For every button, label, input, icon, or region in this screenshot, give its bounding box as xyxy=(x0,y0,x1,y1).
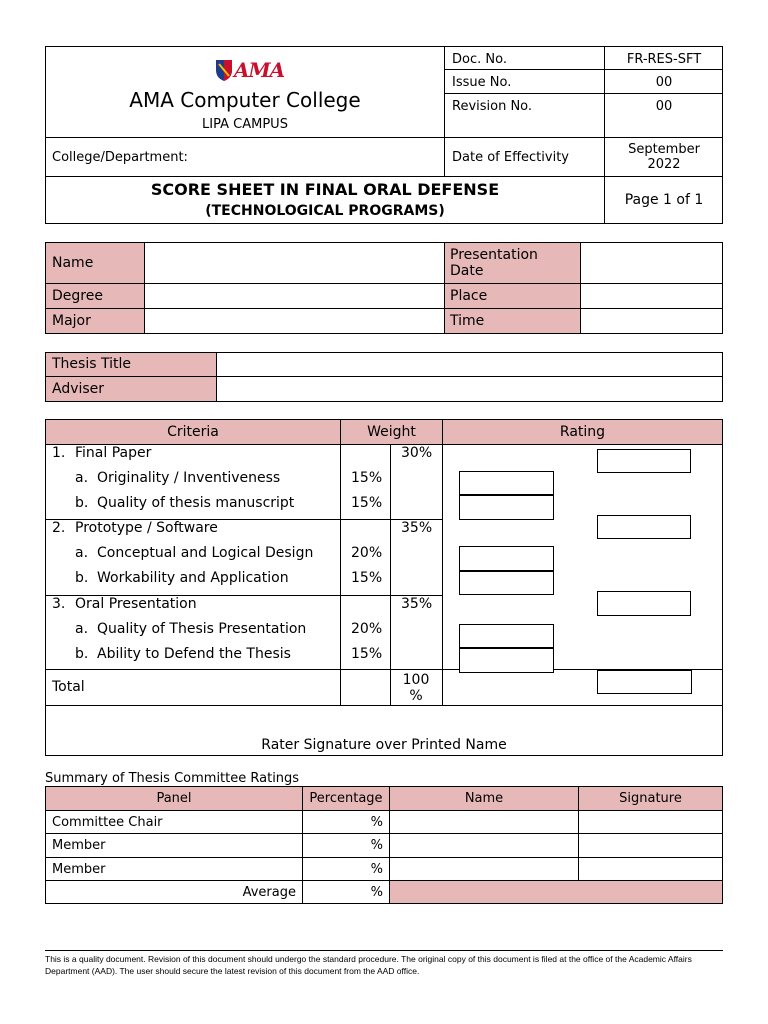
thesis-title-label: Thesis Title xyxy=(52,356,131,372)
doc-no-value: FR-RES-SFT xyxy=(626,51,702,67)
col-weight-header: Weight xyxy=(367,423,416,440)
criteria-item-weight: 20% xyxy=(351,621,383,637)
criteria-item-letter: a. xyxy=(75,545,89,561)
time-field[interactable] xyxy=(581,309,722,333)
time-label: Time xyxy=(450,312,485,329)
degree-field[interactable] xyxy=(145,284,444,308)
panel-member: Member xyxy=(52,861,106,877)
issue-no-value: 00 xyxy=(655,74,673,90)
percentage-cell[interactable]: % xyxy=(370,861,383,877)
rater-signature-field[interactable] xyxy=(46,706,722,736)
revision-no-value: 00 xyxy=(655,98,673,114)
rating-box-oral-presentation[interactable] xyxy=(597,591,691,616)
revision-no-label: Revision No. xyxy=(452,98,533,114)
effectivity-label: Date of Effectivity xyxy=(452,149,569,165)
rating-box-conceptual-design[interactable] xyxy=(459,546,554,571)
panel-signature-field[interactable] xyxy=(579,858,722,880)
thesis-title-field[interactable] xyxy=(217,353,722,376)
criteria-group-number: 3. xyxy=(52,596,66,612)
footer-note: This is a quality document. Revision of this document should undergo the standard procedure. The original copy of this document is filed at the office of the Academic Affairs Department (AAD). The user should secure the latest revision of this document from the AAD office. xyxy=(45,954,692,976)
form-title: SCORE SHEET IN FINAL ORAL DEFENSE xyxy=(150,179,500,199)
rating-box-defend-thesis[interactable] xyxy=(459,648,554,673)
col-panel-header: Panel xyxy=(156,791,192,806)
criteria-item-label: Ability to Defend the Thesis xyxy=(97,646,291,662)
panel-committee-chair: Committee Chair xyxy=(52,814,163,830)
col-signature-header: Signature xyxy=(619,791,682,806)
college-name: AMA Computer College xyxy=(129,87,361,112)
rating-box-prototype[interactable] xyxy=(597,515,691,539)
criteria-item-weight: 15% xyxy=(351,570,383,586)
presentation-date-field[interactable] xyxy=(581,243,722,283)
total-weight: 100 % xyxy=(402,671,430,704)
rating-box-final-paper[interactable] xyxy=(597,449,691,473)
name-field[interactable] xyxy=(145,243,444,283)
rating-box-workability[interactable] xyxy=(459,571,554,595)
criteria-item-letter: a. xyxy=(75,621,89,637)
place-label: Place xyxy=(450,287,488,304)
rating-box-originality[interactable] xyxy=(459,471,554,495)
doc-no-label: Doc. No. xyxy=(452,51,507,67)
criteria-item-letter: a. xyxy=(75,470,89,486)
panel-signature-field[interactable] xyxy=(579,811,722,833)
adviser-label: Adviser xyxy=(52,380,105,397)
criteria-item-label: Conceptual and Logical Design xyxy=(97,545,314,561)
criteria-item-label: Quality of Thesis Presentation xyxy=(97,621,307,637)
criteria-group-label: Oral Presentation xyxy=(75,596,197,612)
criteria-group-label: Final Paper xyxy=(75,445,152,461)
logo-wordmark: AMA xyxy=(234,58,285,82)
panel-name-field[interactable] xyxy=(390,811,578,833)
criteria-item-weight: 20% xyxy=(351,545,383,561)
panel-name-field[interactable] xyxy=(390,858,578,880)
name-label: Name xyxy=(52,254,94,271)
average-label: Average xyxy=(242,884,296,900)
rater-signature-label: Rater Signature over Printed Name xyxy=(261,737,507,753)
criteria-item-letter: b. xyxy=(75,646,89,662)
rating-box-manuscript[interactable] xyxy=(459,495,554,520)
campus-name: LIPA CAMPUS xyxy=(202,116,288,132)
criteria-group-label: Prototype / Software xyxy=(75,520,218,536)
form-subtitle: (TECHNOLOGICAL PROGRAMS) xyxy=(205,202,445,219)
criteria-item-weight: 15% xyxy=(351,646,383,662)
col-percentage-header: Percentage xyxy=(309,791,383,806)
criteria-group-number: 1. xyxy=(52,445,66,461)
col-criteria-header: Criteria xyxy=(167,423,219,440)
footer-divider xyxy=(45,950,723,951)
criteria-group-number: 2. xyxy=(52,520,66,536)
major-field[interactable] xyxy=(145,309,444,333)
total-label: Total xyxy=(52,679,85,695)
degree-label: Degree xyxy=(52,287,103,304)
summary-caption: Summary of Thesis Committee Ratings xyxy=(45,771,300,786)
major-label: Major xyxy=(52,312,91,329)
criteria-group-weight: 35% xyxy=(401,596,433,612)
col-name-header: Name xyxy=(464,791,504,806)
criteria-item-label: Workability and Application xyxy=(97,570,289,586)
criteria-item-weight: 15% xyxy=(351,495,383,511)
criteria-item-letter: b. xyxy=(75,495,89,511)
adviser-field[interactable] xyxy=(217,377,722,401)
place-field[interactable] xyxy=(581,284,722,308)
criteria-group-weight: 30% xyxy=(401,445,433,461)
col-rating-header: Rating xyxy=(559,423,606,440)
rating-box-total[interactable] xyxy=(597,670,692,694)
average-percentage[interactable]: % xyxy=(370,884,383,900)
effectivity-value: September 2022 xyxy=(628,142,700,172)
percentage-cell[interactable]: % xyxy=(370,814,383,830)
issue-no-label: Issue No. xyxy=(452,74,512,90)
presentation-date-label: Presentation Date xyxy=(450,247,538,279)
panel-member: Member xyxy=(52,838,106,853)
college-logo xyxy=(214,58,285,82)
panel-name-field[interactable] xyxy=(390,834,578,857)
criteria-item-label: Quality of thesis manuscript xyxy=(97,495,295,511)
criteria-item-weight: 15% xyxy=(351,470,383,486)
percentage-cell[interactable]: % xyxy=(370,838,383,853)
criteria-item-label: Originality / Inventiveness xyxy=(97,470,281,486)
college-department-label: College/Department: xyxy=(52,149,188,165)
criteria-item-letter: b. xyxy=(75,570,89,586)
page-indicator: Page 1 of 1 xyxy=(624,191,704,208)
criteria-group-weight: 35% xyxy=(401,520,433,536)
panel-signature-field[interactable] xyxy=(579,834,722,857)
rating-box-thesis-presentation[interactable] xyxy=(459,624,554,648)
